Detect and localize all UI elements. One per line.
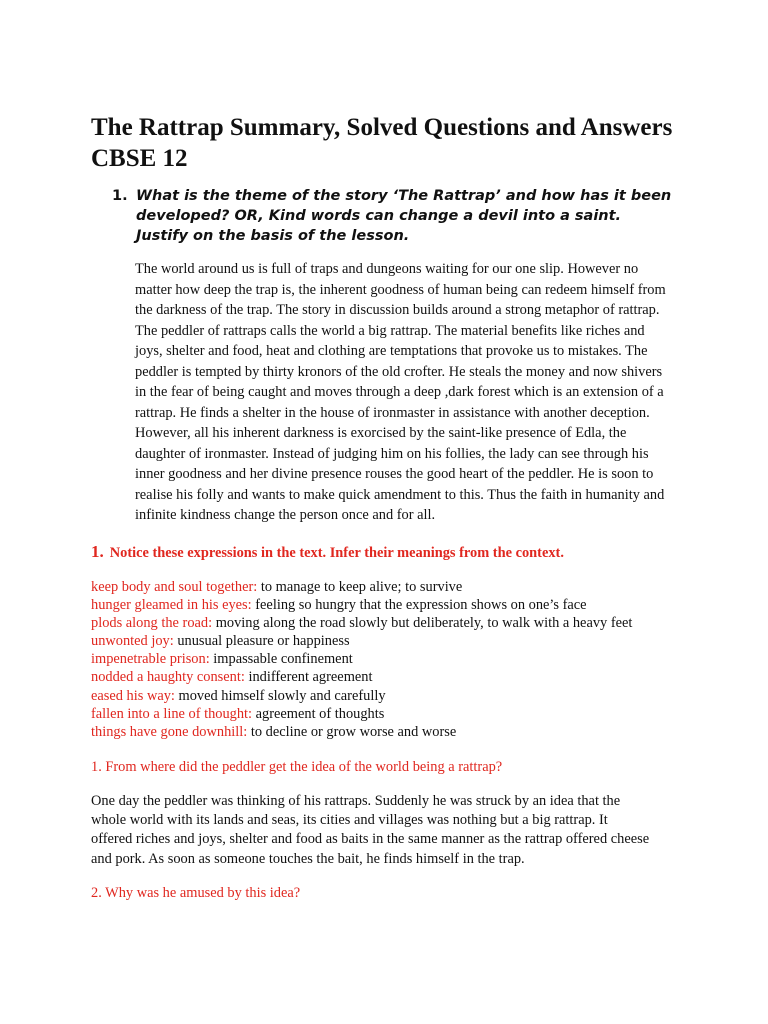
expression-item bbox=[91, 614, 731, 632]
expression-phrase: hunger gleamed in his eyes: bbox=[91, 597, 252, 614]
expression-item bbox=[91, 578, 731, 596]
expression-meaning: agreement of thoughts bbox=[252, 705, 385, 722]
expression-meaning: unusual pleasure or happiness bbox=[173, 633, 350, 650]
expressions-heading bbox=[91, 542, 711, 563]
expression-meaning: to decline or grow worse and worse bbox=[247, 723, 457, 740]
question-a: 1. From where did the peddler get the idea of the world being a rattrap? bbox=[91, 759, 503, 775]
question-1-text: What is the theme of the story ‘The Rattrap’ and how has it been developed? OR, Kind words can change a devil into a saint. Justify on the basis of the lesson. bbox=[136, 188, 672, 244]
expression-phrase: eased his way: bbox=[91, 687, 175, 704]
question-b: 2. Why was he amused by this idea? bbox=[91, 885, 301, 901]
expression-meaning: feeling so hungry that the expression shows on one’s face bbox=[251, 597, 587, 614]
expression-item bbox=[91, 650, 731, 668]
expression-item bbox=[91, 705, 731, 723]
expressions-heading-number: 1. bbox=[91, 542, 104, 561]
expression-phrase: unwonted joy: bbox=[91, 633, 174, 650]
expression-item bbox=[91, 632, 731, 650]
expression-item bbox=[91, 668, 731, 686]
question-1-number: 1. bbox=[112, 188, 128, 204]
expression-item bbox=[91, 596, 731, 614]
expression-meaning: to manage to keep alive; to survive bbox=[257, 579, 463, 595]
answer-a-paragraph: One day the peddler was thinking of his rattraps. Suddenly he was struck by an idea that the whole world with its lands and seas, its cities and villages was nothing but a big rattrap. It offered riches and joys, shelter and food as baits in the same manner as the rattrap offered cheese and pork. As soon as someone touches the bait, he finds himself in the trap. bbox=[91, 793, 650, 867]
expression-phrase: things have gone downhill: bbox=[91, 723, 248, 740]
expression-phrase: keep body and soul together: bbox=[91, 579, 258, 595]
page-title: The Rattrap Summary, Solved Questions and Answers CBSE 12 bbox=[91, 114, 673, 172]
answer-1-paragraph: The world around us is full of traps and dungeons waiting for our one slip. However no matter how deep the trap is, the inherent goodness of human being can redeem himself from the darkness of the trap. The story in discussion builds around a strong metaphor of rattrap. The peddler of rattraps calls the world a big rattrap. The material benefits like riches and joys, shelter and food, heat and clothing are temptations that provoke us to mistakes. The peddler is tempted by thirty kronors of the old crofter. He steals the money and now shivers in the fear of being caught and moves through a deep ,dark forest which is an extension of a rattrap. He finds a shelter in the house of ironmaster in assistance with another deception. However, all his inherent darkness is exorcised by the saint-like presence of Edla, the daughter of ironmaster. Instead of judging him on his follies, the lady can see through his inner goodness and her divine presence rouses the good heart of the peddler. He is soon to realise his folly and wants to make quick amendment to this. Thus the faith in humanity and infinite kindness change the person once and for all. bbox=[135, 261, 666, 523]
expression-item bbox=[91, 723, 731, 741]
expression-phrase: nodded a haughty consent: bbox=[91, 669, 245, 686]
expression-phrase: plods along the road: bbox=[91, 615, 213, 632]
expressions-heading-text: Notice these expressions in the text. Infer their meanings from the context. bbox=[109, 545, 564, 561]
question-1 bbox=[112, 186, 672, 246]
expression-phrase: fallen into a line of thought: bbox=[91, 705, 253, 722]
expression-meaning: moving along the road slowly but deliberately, to walk with a heavy feet bbox=[212, 615, 633, 632]
expressions-list bbox=[91, 578, 731, 741]
expression-meaning: impassable confinement bbox=[209, 651, 353, 668]
expression-item bbox=[91, 687, 731, 705]
expression-meaning: indifferent agreement bbox=[244, 669, 373, 686]
expression-meaning: moved himself slowly and carefully bbox=[174, 687, 386, 704]
expression-phrase: impenetrable prison: bbox=[91, 651, 210, 668]
